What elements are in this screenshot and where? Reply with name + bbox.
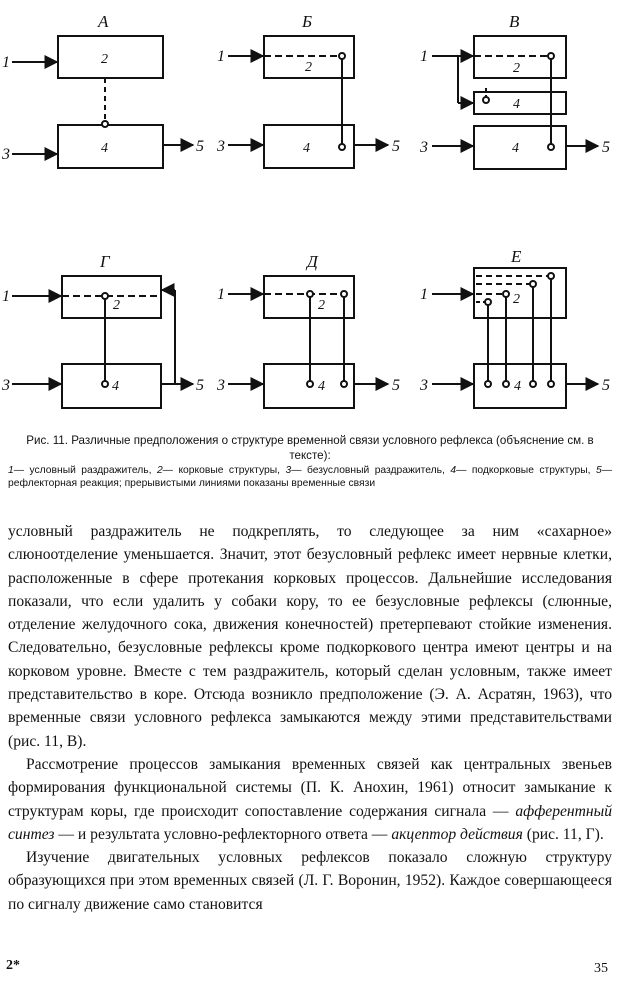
panel-letter-g: Г xyxy=(100,252,110,271)
box-label: 2 xyxy=(305,60,312,75)
box-label: 2 xyxy=(101,52,108,67)
page-number: 35 xyxy=(594,961,608,976)
panel-letter-d: Д xyxy=(307,252,318,271)
input-3-label: 3 xyxy=(2,146,10,163)
input-3-label: 3 xyxy=(2,377,10,394)
legend-key: 3 xyxy=(285,465,292,476)
output-5-label: 5 xyxy=(196,138,204,155)
legend-text: — безусловный раздражитель, xyxy=(291,465,451,476)
paragraph-text: Рассмотрение процессов замыкания временных связей как центральных звеньев формирования функциональной системы (П. К. Анохин, 1961) относит замыкание к структурам коры, где происходит сопоставление содержания сигнала — xyxy=(8,755,612,820)
legend-key: 1 xyxy=(8,465,14,476)
panel-letter-a: А xyxy=(98,12,109,31)
output-5-label: 5 xyxy=(392,138,400,155)
input-1-label: 1 xyxy=(2,288,10,305)
box-label: 2 xyxy=(513,61,520,76)
legend-key: 2 xyxy=(156,465,163,476)
legend-text: — подкорковые структуры, xyxy=(456,465,596,476)
output-5-label: 5 xyxy=(392,377,400,394)
caption-title: Рис. 11. Различные предположения о структуре временной связи условного рефлекса (объяснение см. в тексте): xyxy=(26,434,594,462)
box-label: 4 xyxy=(513,97,520,112)
box-label: 4 xyxy=(512,141,519,156)
output-5-label: 5 xyxy=(602,139,610,156)
reflex-diagrams-figure xyxy=(0,0,620,430)
caption-legend xyxy=(8,464,612,490)
input-3-label: 3 xyxy=(420,377,428,394)
term-action-acceptor: акцептор действия xyxy=(391,825,523,843)
legend-text: — рефлекторная реакция; прерывистыми линиями показаны временные связи xyxy=(8,465,612,489)
paragraph-3: Изучение двигательных условных рефлексов показало сложную структуру образующихся при этом временных связей (Л. Г. Воронин, 1952). Каждое совершающееся по сигналу движение само становится xyxy=(8,849,612,913)
paragraph-1: условный раздражитель не подкреплять, то следующее за ним «сахарное» слюноотделение уменьшается. Значит, этот безусловный рефлекс имеет нервные клетки, расположенные в сфере протекания корковых процессов. Дальнейшие исследования показали, что если удалить у собаки кору, то ее безусловные рефлексы (слюнные, отделение желудочного сока, движения конечностей) претерпевают стойкие изменения. Следовательно, безусловные рефлексы кроме подкоркового центра имеют центры и на корковом уровне. Вместе с тем раздражитель, который сделан условным, также имеет представительство в коре. Отсюда возникло предположение (Э. А. Асратян, 1963), что временные связи условного рефлекса замыкаются между этими представительствами (рис. 11, В). xyxy=(8,523,612,750)
input-1-label: 1 xyxy=(217,286,225,303)
legend-key: 4 xyxy=(450,465,457,476)
input-3-label: 3 xyxy=(217,377,225,394)
input-1-label: 1 xyxy=(420,286,428,303)
box-label: 4 xyxy=(318,379,325,394)
panel-letter-e: Е xyxy=(511,247,522,266)
paragraph-2 xyxy=(8,753,612,846)
input-1-label: 1 xyxy=(217,48,225,65)
box-label: 2 xyxy=(513,292,520,307)
input-3-label: 3 xyxy=(217,138,225,155)
legend-text: — корковые структуры, xyxy=(162,465,286,476)
main-body-text xyxy=(8,520,612,916)
figure-caption xyxy=(8,433,612,490)
input-1-label: 1 xyxy=(2,54,10,71)
input-3-label: 3 xyxy=(420,139,428,156)
box-label: 4 xyxy=(112,379,119,394)
box-label: 4 xyxy=(101,141,108,156)
legend-text: — условный раздражитель, xyxy=(13,465,157,476)
output-5-label: 5 xyxy=(196,377,204,394)
box-label: 4 xyxy=(514,379,521,394)
term-afferent-synthesis: афферентный синтез xyxy=(8,802,612,843)
panel-letter-v: В xyxy=(509,12,520,31)
output-5-label: 5 xyxy=(602,377,610,394)
panel-letter-b: Б xyxy=(302,12,313,31)
box-label: 2 xyxy=(113,298,120,313)
signature-mark: 2* xyxy=(6,958,20,973)
paragraph-text: — и результата условно-рефлекторного ответа — xyxy=(54,825,392,843)
paragraph-text: (рис. 11, Г). xyxy=(522,825,604,843)
box-label: 4 xyxy=(303,141,310,156)
input-1-label: 1 xyxy=(420,48,428,65)
legend-key: 5 xyxy=(595,465,602,476)
box-label: 2 xyxy=(318,298,325,313)
